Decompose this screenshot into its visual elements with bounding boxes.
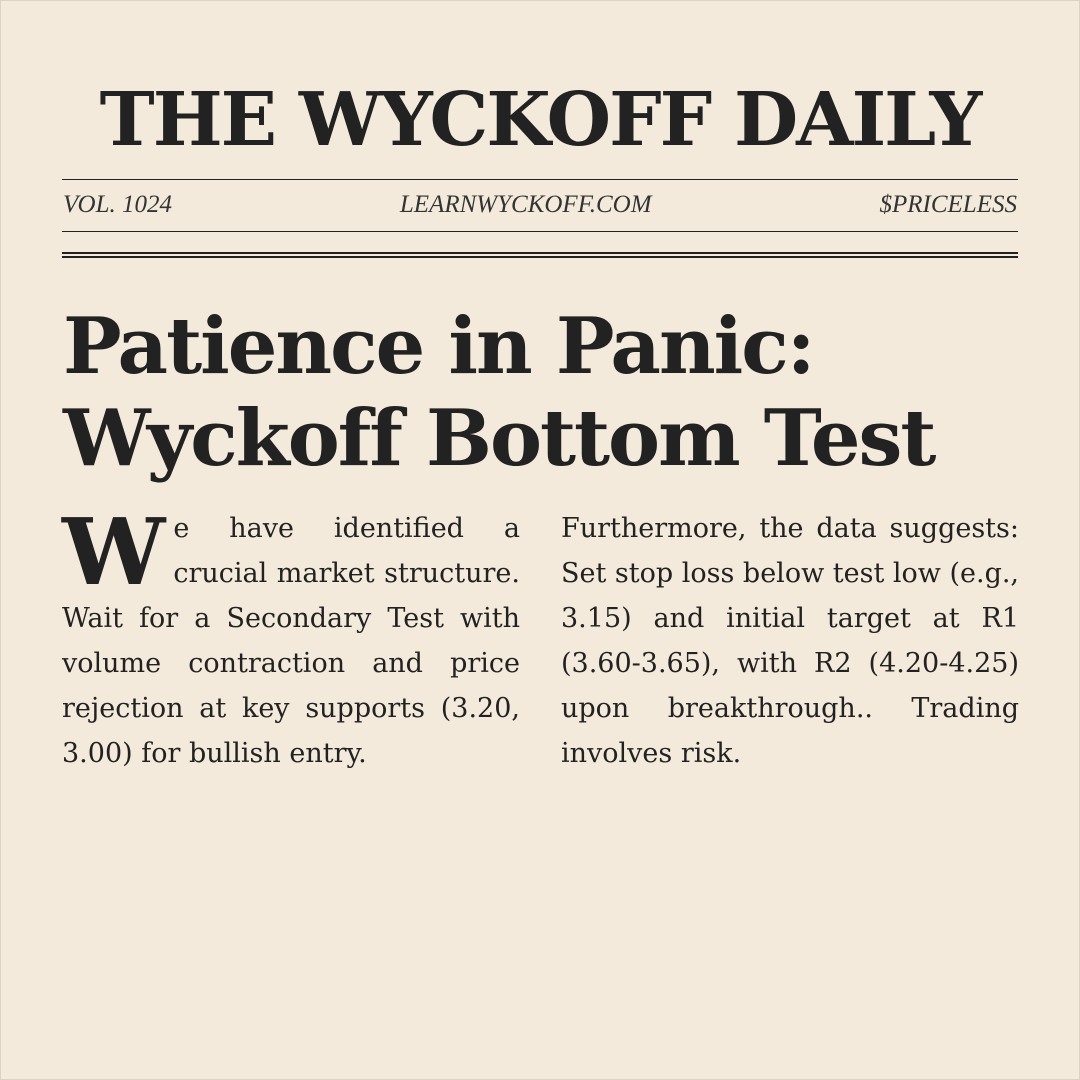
masthead-meta <box>63 191 1017 219</box>
double-divider-bottom <box>62 256 1018 258</box>
divider <box>62 179 1018 180</box>
double-divider-top <box>62 252 1018 254</box>
masthead-title: THE WYCKOFF DAILY <box>99 77 981 163</box>
volume-label: VOL. 1024 <box>63 191 172 218</box>
headline-line-2: Wyckoff Bottom Test <box>63 393 935 484</box>
drop-cap: W <box>62 498 166 606</box>
headline-line-1: Patience in Panic: <box>63 301 814 392</box>
article-column-2: Furthermore, the data suggests: Set stop loss below test low (e.g., 3.15) and initial target at R1 (3.60-3.65), with R2 (4.20-4.25) upon breakthrough.. Trading involves risk. <box>561 513 1020 769</box>
article-text-1: e have identified a crucial market structure. Wait for a Secondary Test with volume contraction and price rejection at key supports (3.20, 3.00) for bullish entry. <box>62 513 520 769</box>
divider <box>62 231 1018 232</box>
headline <box>63 301 934 485</box>
site-label: LEARNWYCKOFF.COM <box>399 191 652 218</box>
price-label: $PRICELESS <box>879 191 1017 218</box>
article-column-1 <box>62 498 520 776</box>
